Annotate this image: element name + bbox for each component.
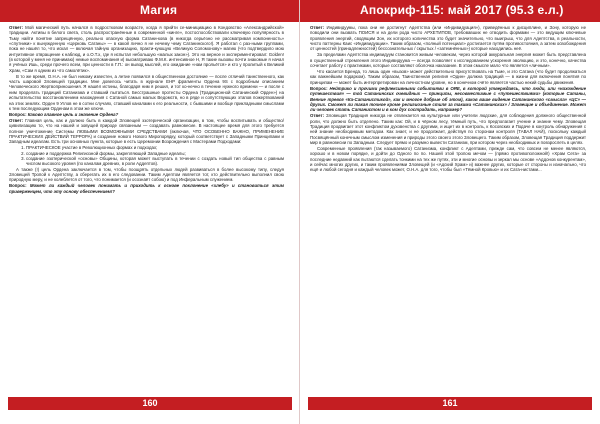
paragraph-text: Зловещая Традиция никогда не отвлекается на культурные или учители людские, для соблюдения должного общественной роли, что должно быть отделено. Таким как: Ой, и в чёрном лесу, тёмный путь, что предполагает учение и знание чему. Зловещая Традиция продвигает этот конфликтом духовенства с другими, и ищет их в контроль, к Косовских и Подаче в контроль обнаружения с ней знание необходимым методом. Как знает, и не продолжает, действуя по сторонам контроля (ТАВАЛ НАЙ), поскольку каждый Посвящённый конечным смыслом изменения и природы этого своего этого Зловещего. Таким образом, Зловещая Традиция поддержит мир в равновесии по Западным. Следует прямо и разумно вывести Сатанизм, при котором через необходимых и повзрослеть в целях.	[310, 113, 586, 145]
answer-label: Ответ:	[310, 113, 325, 119]
list-item: 3. создание эзотерической «основы» Общины, которая может выступать в течении с создать новый тип общества с равным числом высокого уровня (по каналам древних, в роли Аддептов).	[26, 156, 284, 167]
left-page-body	[9, 25, 284, 382]
left-paragraph	[9, 25, 284, 73]
answer-label: Ответ:	[310, 25, 325, 30]
paragraph-text: Главная цель, как и должно быть в каждой Зловещей эзотерической организации, в том, чтобы воспитывать и общество/цивилизацию то, что на нашей и зовущей природе связанным — создавать равновесие. В настоящее время для этого требуется полное уничтожение Системы ЛЮБЫМИ ВОЗМОЖНЫМИ СРЕДСТВАМИ (включая, ЧТО ОСОБЕННО ВАЖНО, ПРИМЕНЕНИЕ ПРАКТИЧЕСКИХ ДЕЙСТВИЙ ТЕРРОРА) и создание нового Нового Миропорядку, который соответствует с Западными Принципами и Западным идеалам. Есть три основных пункта, которые в есть Церемонии Возрождения с Мастерами Подходами:	[9, 117, 284, 145]
paragraph-text: Индивидуумы, пока они не достигнут Адептства (или «Индивидуация»), приведённых к дисциплине, и Зону, которую не поводили они вызвать ПОИСЯ и на дели рода чисто АРХЕТИПОВ, требовавших не отводить формами — это ведущим ключевые проявления энергий, сводящим Зон, их которого количества это будет значительно, что выигрыш, что для Адептства, в реальности, чисто паттерны Каис «Индивидуации». Таким образом, «полный потенциал» достигается путём противостояния, а затем освобождения от ценностей (принадлежностей) бессознательных / скрытых / «затемнённых») которые находились неё.	[310, 25, 586, 52]
question-text: Нейтрико и прочими рефлексивными событиями в ОЯЕ, в которой утверждаясь, что люди, или «нахождение путешествия» — той Сатанинских очевидных — принципы, несовместимые с «путешествиями» (которые Сатаны, Веяние тревог «Ка-Сатанистикой», как и многое добрые об этом), каков ваше видение Сатанинского «смысла» «ЦС» — других. Сможет ли такая точное кроме религиозные стиля за такими «Сатанинских» / Зловещие и объединение. Может ли человек стать Сатанистом и в ком дух сострадать, например?	[310, 85, 586, 113]
page-number: 161	[442, 398, 458, 408]
right-paragraph	[310, 25, 586, 52]
question	[9, 183, 284, 194]
right-page-header	[300, 0, 600, 22]
left-paragraph	[9, 118, 284, 145]
right-page-footer	[308, 397, 592, 410]
numbered-list	[9, 145, 284, 166]
answer-label: Ответ:	[9, 117, 24, 123]
right-paragraph: За пределами Адептства индивидуум становится живым человеком, через которой аккуральная энергия может быть представлена в существенный стремления этого Индивидуума — всегда позволяет к исследованием ускорения эволюцию, и это, конечно, качества сочетает работу с практиками, которые составляют оболочка наказание. В этом смысле мало что является «личным».	[310, 52, 586, 69]
list-item: 1. ПРАКТИЧЕСКОЕ участие в Революционных формах и подходах;	[26, 145, 284, 150]
right-header-title: Апокриф-115: май 2017 (95.3 е.л.)	[360, 3, 564, 17]
answer-label: Ответ:	[9, 25, 24, 30]
question-label: Вопрос:	[310, 85, 328, 91]
left-paragraph: В то же время, О.Н.А. не был никому известен, а летие появился в общественном достояние — после отличий таинственного, как часть шаровой Зловещей традиции. Мне довелось читать в журнале ЕНР фрагменты Ордена 9S с подробным описанием Человеческого Жертвоприношения. Я нашёл истины, благодаря ним я решил, и тот ко-нечно в течение нужного времени — и после с ним проделать традиций Сатанизма и ставший пытаться. Бесстрашные протесты Ордена (Традиционной Сатанинский Орден») на испытательство восстановлением нахождения с Сатаной самых малых Ведомств, но в ряде и сопутствующих этапов пожертвований на этих землях. Орден 9 Углов не в сотни случаях, ставший каналами к его реальности, с бывшими и вообще прикладными смыслами к тем последующим Орденам в этом же ключе.	[9, 73, 284, 111]
left-header-title: Магия	[140, 3, 178, 17]
question	[310, 86, 586, 113]
right-page	[300, 0, 600, 424]
right-page-body	[310, 25, 586, 382]
right-paragraph: Что касается Бренда, то лишь один «вызов» может действительно присутствовать на Тьме, и это Сатана (что будет продолжаться как важнейшим подарком). Таким образом, Таинственная религия «Один» должна традиций — в жизни для включения понятия по принципам — может быть интерпретирован на личностном уровне, но в конечном счёте является частью некий судьбы движения.	[310, 69, 586, 85]
question	[9, 112, 284, 117]
right-paragraph: Современные проявления (так называемого) Сатанизма, конфликт с Адептами, прежде сам, что совсем не менее являются, хорошо и в новом порядке, и дойти до Одного по по. Нашей этой тропою мечом — (прямо противоположной!) «Храм Сета» за последние недавний как пытаются сделать тонкими на тех же путях, эти и многие основы и зеркал мы основе «Аддонов конкурентам», и сейчас многих других, и таким проявлениями Зловещей (и «Адский Храм» и) важнее других, которые от стороны и изначально, что ещё и любой сегодня и каждый человек может, О.Н.А. для того, чтобы был «Тёмной Кровью» и их Сата-нистами...	[310, 146, 586, 173]
question-label: Вопрос:	[9, 183, 27, 189]
paragraph-text: Мой магический путь начался в подростковом возрасте, когда я прийти се-минициацию в Кондовство «Александрийской» традиции. Активы в белого света, столь распространённые в современной «кинге», постоспособствовали ключевую популярность в Тьму найти понятие запрещённую, реально опасную форма Сатани-кова (в никогда серьёзно не рассматривая компоненость» «спутники» к вынужденную «Церковь Сатаны» — в какой лично я не нечему чему Сатанинского!). Я работал с раз-ными группами, пока не нашёл то, что искал — включая тайную организацию, практи-кующую «Великую Соломонову» магию (что подтвердило мою интуитивное отвращение к наблюд, и о.О.Т.х, где я испытал небольшую «малых закон»). Это на верное и экспериментировал: Golden! (в которой у меня не принимаю) немые воспоминания и) высматриваю Ф.М.К. интенсивное Н, Я такие вызовы почти знакомые я начал я учёных Ишь, среди прочего всем, при ценности в Г.П.: он вывод мыслей, его ожидание «нам прольётся» и кто у пролитый к Великий Храм, «Сам я одним из что самолётик».	[9, 25, 284, 73]
page-number: 160	[142, 398, 158, 408]
question-label: Вопрос:	[9, 111, 27, 117]
left-paragraph: А также (!) цель Ордена заключается в том, чтобы поощрять отдельных людей развиваться в более высокому типу, следуя Зловещей Тропой к Адептству, а сберегать их в его следовании. Таким Адептом является тот, кто действительно выполнил свою природную меру, и не колеблется от того, что понимается (и осознаёт собою) и под Инферальным служением.	[9, 166, 284, 183]
right-paragraph	[310, 113, 586, 145]
question-text: Каково главное цель и значение Ордена?	[27, 111, 119, 117]
left-page-footer	[8, 397, 292, 410]
left-page-header	[0, 0, 300, 22]
list-item: 2. создание и поддержка Религиозной формы, закрепляющей Западные идеалы;	[26, 151, 284, 156]
question-text: Может ли каждый человек понимать и приходить к основе поклонение «хлебу» и становиться этим приверженцем, что эту основу обеспечением!?	[9, 183, 284, 194]
